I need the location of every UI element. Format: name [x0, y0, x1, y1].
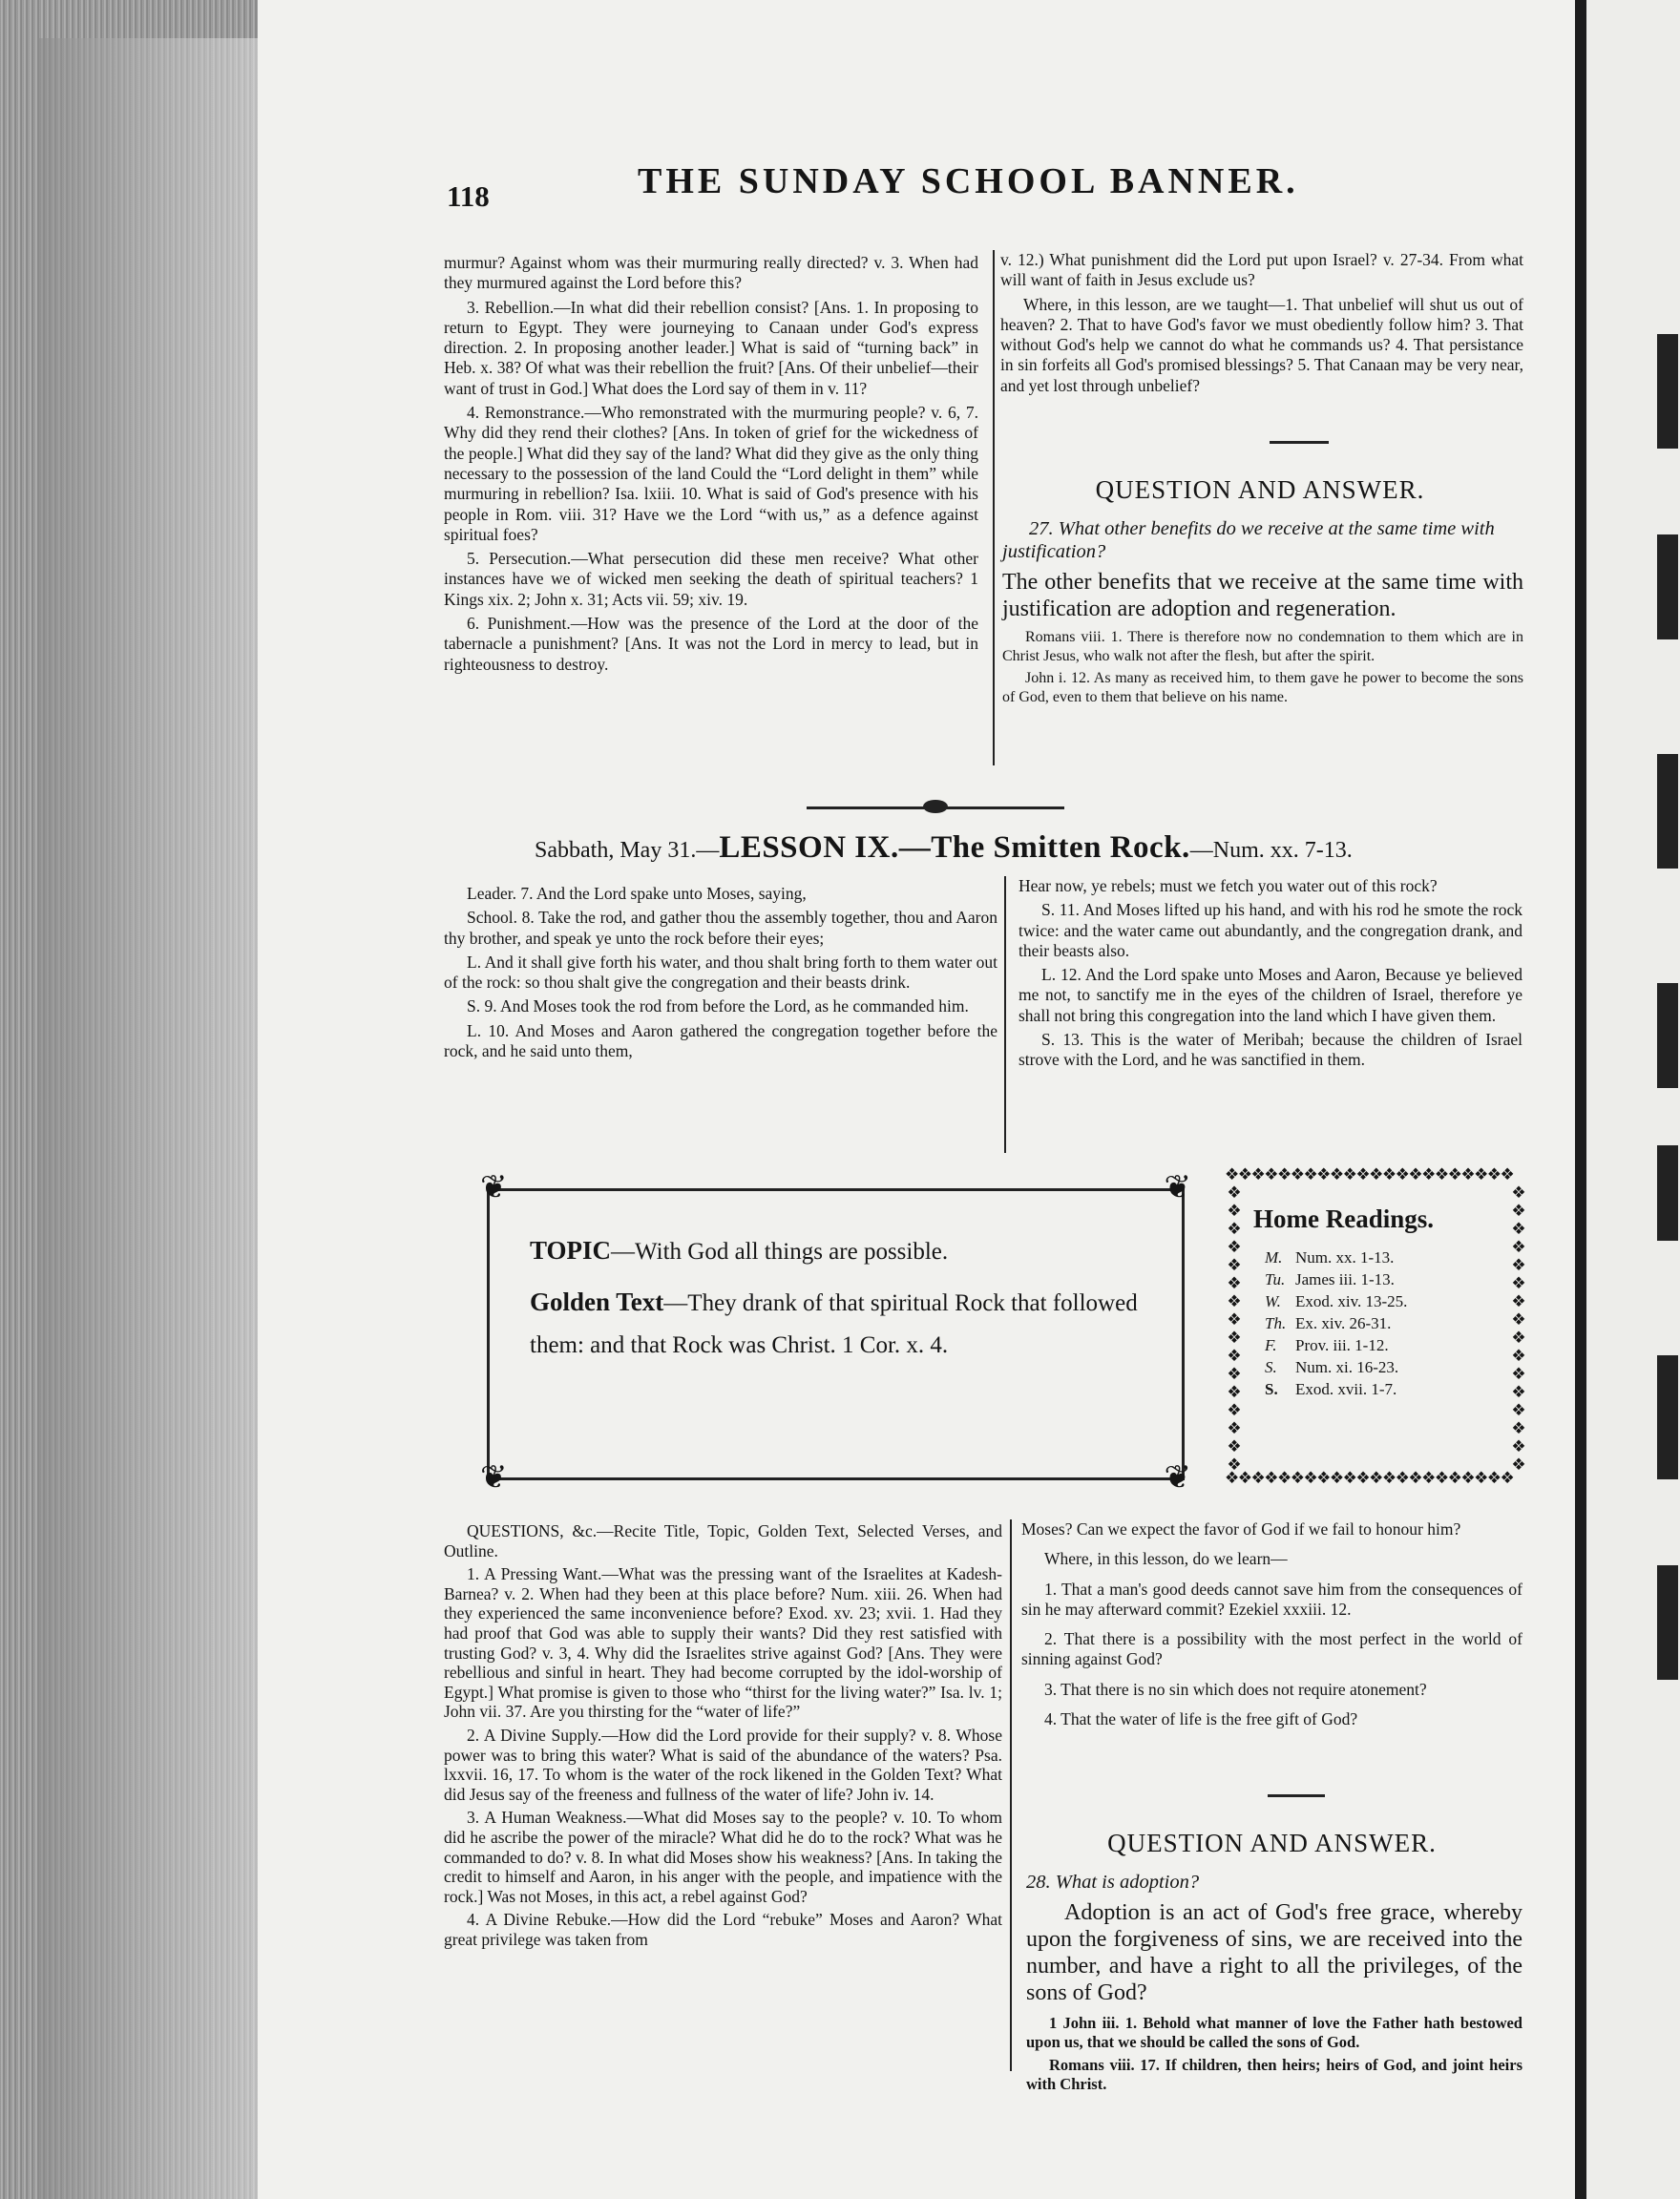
facing-page-music-fragment: [1657, 1355, 1678, 1479]
corner-flourish: ❦: [480, 1460, 508, 1496]
paragraph: QUESTIONS, &c.—Recite Title, Topic, Golden Text, Selected Verses, and Outline.: [444, 1521, 1002, 1560]
scripture-reference: 1 John iii. 1. Behold what manner of love the Father hath bestowed upon us, that we should be called the sons of God.: [1026, 2014, 1522, 2051]
reading-day: S.: [1265, 1380, 1278, 1398]
scripture-reference: Romans viii. 17. If children, then heirs; heirs of God, and joint heirs with Christ.: [1026, 2056, 1522, 2093]
facing-page-music-fragment: [1657, 1145, 1678, 1241]
facing-page-music-fragment: [1657, 754, 1678, 869]
page-number: 118: [447, 179, 490, 213]
paragraph: 4. Remonstrance.—Who remonstrated with the murmuring people? v. 6, 7. Why did they rend their clothes? [Ans. In token of grief for the wickedness of the people.] What did they say of the land? What did they give as the only thing necessary to the possession of the land Could the “Lord delight in them” while murmuring in rebellion? Isa. lxiii. 10. What is said of God's presence with his people in Rom. viii. 31? Have we the Lord “with us,” as a defence against spiritual foes?: [444, 403, 978, 544]
facing-page-edge: [1586, 0, 1680, 2199]
verse: School. 8. Take the rod, and gather thou the assembly together, thou and Aaron thy brother, and speak ye unto the rock before their eyes;: [444, 908, 998, 948]
top-left-column: [444, 253, 978, 679]
verse: L. 12. And the Lord spake unto Moses and Aaron, Because ye believed me not, to sanctify me in the eyes of the children of Israel, therefore ye shall not bring this congregation into the land which I have given them.: [1018, 965, 1522, 1025]
paragraph: Moses? Can we expect the favor of God if we fail to honour him?: [1021, 1519, 1461, 1539]
section-rule: [1268, 1794, 1325, 1797]
paragraph: 6. Punishment.—How was the presence of the Lord at the door of the tabernacle a punishment? [Ans. It was not the Lord in mercy to lead, but in righteousness to destroy.: [444, 614, 978, 674]
reading-ref: James iii. 1-13.: [1295, 1270, 1395, 1288]
paragraph: 3. A Human Weakness.—What did Moses say to the people? v. 10. To whom did he ascribe the power of the miracle? What did he do to the rock? What was he commanded to do? v. 8. In what did Moses show his weakness? [Ans. In taking the credit to himself and Aaron, in his anger with the people, and impatience with the rock.] Was not Moses, in this act, a rebel against God?: [444, 1808, 1002, 1906]
qa-heading: QUESTION AND ANSWER.: [1095, 475, 1425, 504]
verse: S. 11. And Moses lifted up his hand, and with his rod he smote the rock twice: and the water came out abundantly, and the congregation drank, and their beasts also.: [1018, 900, 1522, 960]
reading-ref: Ex. xiv. 26-31.: [1295, 1314, 1392, 1332]
paragraph: 3. That there is no sin which does not require atonement?: [1044, 1679, 1427, 1699]
lesson-title: LESSON IX.—The Smitten Rock.: [719, 830, 1190, 865]
reading-day: W.: [1265, 1292, 1281, 1310]
home-readings-box: [1225, 1166, 1528, 1487]
facing-page-music-fragment: [1657, 1565, 1678, 1680]
golden-text-label: Golden Text: [530, 1288, 664, 1316]
paragraph: 2. A Divine Supply.—How did the Lord provide for their supply? v. 8. Whose power was to bring this water? What is said of the abundance of the waters? Psa. lxxvii. 16, 17. To whom is the water of the rock likened in the Golden Text? What did Jesus say of the freeness and fullness of the water of life? John iv. 14.: [444, 1725, 1002, 1804]
qa-block-28: [1026, 1871, 1522, 2098]
verse: L. 10. And Moses and Aaron gathered the congregation together before the rock, and he said unto them,: [444, 1020, 998, 1061]
qa-references: [1002, 628, 1523, 706]
reading-ref: Prov. iii. 1-12.: [1295, 1336, 1389, 1354]
chain-border-bottom: ❖❖❖❖❖❖❖❖❖❖❖❖❖❖❖❖❖❖❖❖❖❖: [1225, 1470, 1514, 1487]
paragraph: 2. That there is a possibility with the most perfect in the world of sinning against God?: [1021, 1629, 1522, 1669]
verse: S. 13. This is the water of Meribah; because the children of Israel strove with the Lord, and he was sanctified in them.: [1018, 1030, 1522, 1070]
column-rule: [993, 250, 995, 765]
verse: Leader. 7. And the Lord spake unto Moses, saying,: [467, 884, 807, 903]
qa-question: 28. What is adoption?: [1026, 1872, 1200, 1893]
reading-ref: Num. xi. 16-23.: [1295, 1358, 1399, 1376]
divider-ornament: [923, 800, 948, 813]
verses-right-column: [1018, 876, 1522, 1075]
reading-ref: Exod. xvii. 1-7.: [1295, 1380, 1397, 1398]
verse: L. And it shall give forth his water, and thou shalt bring forth to them water out of the rock: so thou shalt give the congregation and their beasts drink.: [444, 952, 998, 993]
paragraph: murmur? Against whom was their murmuring really directed? v. 3. When had they murmured against the Lord before this?: [444, 253, 978, 293]
topic-line: [530, 1229, 1141, 1273]
reading-row: [1265, 1356, 1407, 1378]
qa-references: [1026, 2014, 1522, 2094]
running-head-title: THE SUNDAY SCHOOL BANNER.: [638, 161, 1299, 201]
golden-text-line: [530, 1281, 1141, 1367]
topic-text-block: [530, 1229, 1141, 1367]
reading-ref: Exod. xiv. 13-25.: [1295, 1292, 1408, 1310]
reading-ref: Num. xx. 1-13.: [1295, 1248, 1395, 1267]
paragraph: v. 12.) What punishment did the Lord put upon Israel? v. 27-34. From what will want of faith in Jesus exclude us?: [1000, 250, 1523, 290]
paragraph: 3. Rebellion.—In what did their rebellion consist? [Ans. 1. In proposing to return to Egypt. They were journeying to Canaan under God's express direction. 2. In proposing another leader.] What is said of “turning back” in Heb. x. 38? Of what was their rebellion the fruit? [Ans. Of their unbelief—their want of trust in God.] What does the Lord say of them in v. 11?: [444, 297, 978, 398]
reading-row: [1265, 1290, 1407, 1312]
lesson-scripture: —Num. xx. 7-13.: [1189, 838, 1353, 863]
reading-row: [1265, 1268, 1407, 1290]
reading-day: M.: [1265, 1248, 1283, 1267]
reading-day: Th.: [1265, 1314, 1287, 1332]
corner-flourish: ❦: [1164, 1460, 1191, 1496]
reading-row: [1265, 1312, 1407, 1334]
reading-row: [1265, 1246, 1407, 1268]
top-right-column: [1000, 250, 1523, 400]
section-rule: [1270, 441, 1329, 444]
ornamental-divider: [807, 802, 1064, 813]
chain-border-top: ❖❖❖❖❖❖❖❖❖❖❖❖❖❖❖❖❖❖❖❖❖❖: [1225, 1166, 1514, 1183]
column-rule: [1010, 1519, 1012, 2071]
verse: Hear now, ye rebels; must we fetch you water out of this rock?: [1018, 876, 1438, 895]
paragraph: 1. A Pressing Want.—What was the pressing want of the Israelites at Kadesh-Barnea? v. 2. When had they been at this place before? Num. xiii. 26. When had they experienced the same inconvenience before? Exod. xv. 23; xvii. 1. Had they had proof that God was able to supply their wants? Did they rest satisfied with trusting God? v. 3, 4. Why did the Israelites strive against God? [Ans. They were rebellious and sinful in heart. They had become corrupted by the idol-worship of Egypt.] What promise is given to those who “thirst for the living water?” Isa. lv. 1; John vii. 37. Are you thirsting for the “water of life?”: [444, 1564, 1002, 1722]
home-readings-title: Home Readings.: [1253, 1204, 1434, 1233]
qa-heading: QUESTION AND ANSWER.: [1107, 1829, 1437, 1857]
chain-border-left: ❖ ❖ ❖ ❖ ❖ ❖ ❖ ❖ ❖ ❖ ❖ ❖ ❖ ❖ ❖ ❖: [1227, 1183, 1242, 1470]
reading-row: [1265, 1334, 1407, 1356]
reading-day: Tu.: [1265, 1270, 1286, 1288]
facing-page-music-fragment: [1657, 983, 1678, 1088]
reading-day: F.: [1265, 1336, 1277, 1354]
lesson-heading: [535, 830, 1518, 866]
topic-label: TOPIC: [530, 1236, 612, 1265]
paragraph: 4. A Divine Rebuke.—How did the Lord “rebuke” Moses and Aaron? What great privilege was taken from: [444, 1910, 1002, 1949]
golden-text: —They drank of that spiritual Rock that followed them: and that Rock was Christ. 1 Cor. x. 4.: [530, 1290, 1138, 1358]
facing-page-music-fragment: [1657, 334, 1678, 449]
scripture-reference: John i. 12. As many as received him, to them gave he power to become the sons of God, even to them that believe on his name.: [1002, 670, 1523, 705]
reading-day: S.: [1265, 1358, 1277, 1376]
verse: S. 9. And Moses took the rod from before the Lord, as he commanded him.: [467, 996, 969, 1016]
book-edge-shadow: [38, 38, 258, 2199]
topic-golden-text-box: [480, 1170, 1191, 1496]
qa-answer: Adoption is an act of God's free grace, whereby upon the forgiveness of sins, we are received into the number, and have a right to all the privileges, of the sons of God?: [1026, 1900, 1522, 2005]
verses-left-column: [444, 884, 998, 1065]
paragraph: Where, in this lesson, do we learn—: [1044, 1549, 1288, 1569]
lesson-date: Sabbath, May 31.—: [535, 838, 720, 863]
scripture-reference: Romans viii. 1. There is therefore now no condemnation to them which are in Christ Jesus, who walk not after the flesh, but after the spirit.: [1002, 629, 1523, 664]
corner-flourish: ❦: [480, 1170, 508, 1205]
reading-row: [1265, 1378, 1407, 1400]
chain-border-right: ❖ ❖ ❖ ❖ ❖ ❖ ❖ ❖ ❖ ❖ ❖ ❖ ❖ ❖ ❖ ❖: [1511, 1183, 1526, 1470]
paragraph: Where, in this lesson, are we taught—1. That unbelief will shut us out of heaven? 2. That to have God's favor we must obediently follow him? 3. That without God's help we cannot do what he commands us? 4. That persistance in sin forfeits all God's promised blessings? 5. That Canaan may be very near, and yet lost through unbelief?: [1000, 294, 1523, 395]
paragraph: 4. That the water of life is the free gift of God?: [1044, 1709, 1358, 1729]
paragraph: 5. Persecution.—What persecution did these men receive? What other instances have we of wicked men seeking the death of spiritual teachers? 1 Kings xix. 2; John x. 31; Acts vii. 59; xiv. 19.: [444, 549, 978, 609]
bottom-right-column: [1021, 1519, 1522, 1733]
topic-text: —With God all things are possible.: [611, 1239, 949, 1265]
bottom-left-column: [444, 1521, 1002, 1953]
book-gutter: [1575, 0, 1586, 2199]
qa-answer: The other benefits that we receive at the same time with justification are adoption and regeneration.: [1002, 570, 1523, 621]
facing-page-music-fragment: [1657, 534, 1678, 639]
column-rule: [1004, 876, 1006, 1153]
corner-flourish: ❦: [1164, 1170, 1191, 1205]
qa-question: 27. What other benefits do we receive at the same time with justification?: [1002, 518, 1495, 562]
qa-block-27: [1002, 517, 1523, 710]
paragraph: 1. That a man's good deeds cannot save him from the consequences of sin he may afterward commit? Ezekiel xxxiii. 12.: [1021, 1579, 1522, 1619]
home-readings-list: [1265, 1246, 1407, 1400]
